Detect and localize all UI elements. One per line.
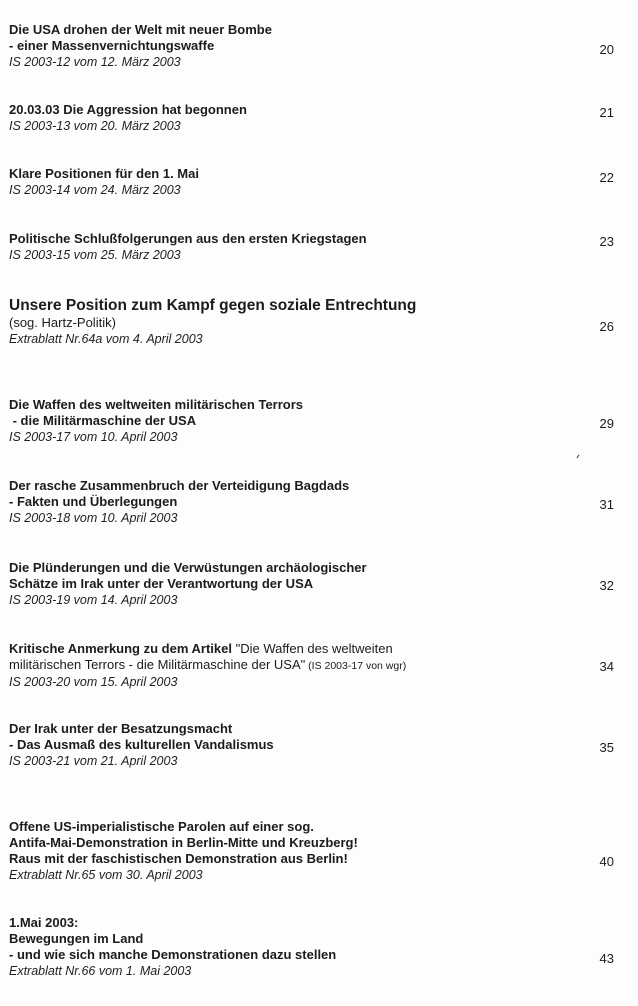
entry-title-line: - Fakten und Überlegungen (9, 494, 178, 509)
entry-source: IS 2003-13 vom 20. März 2003 (9, 119, 181, 133)
toc-entry (9, 641, 569, 690)
entry-page-number: 23 (599, 234, 614, 249)
entry-page-number: 21 (599, 105, 614, 120)
toc-entry (9, 819, 569, 883)
entry-source: IS 2003-15 vom 25. März 2003 (9, 248, 181, 262)
toc-entry (9, 22, 569, 70)
entry-page-number: 29 (599, 416, 614, 431)
entry-subtitle: (sog. Hartz-Politik) (9, 315, 116, 330)
entry-title-line: Bewegungen im Land (9, 931, 144, 946)
entry-title-bold: Kritische Anmerkung zu dem Artikel (9, 641, 232, 656)
entry-source: IS 2003-19 vom 14. April 2003 (9, 593, 178, 607)
scan-speck (576, 455, 579, 459)
toc-entry (9, 166, 569, 198)
entry-source: IS 2003-18 vom 10. April 2003 (9, 511, 178, 525)
entry-source: IS 2003-12 vom 12. März 2003 (9, 55, 181, 69)
entry-title-line: - und wie sich manche Demonstrationen dazu stellen (9, 947, 337, 962)
entry-source: Extrablatt Nr.64a vom 4. April 2003 (9, 332, 203, 346)
toc-entry (9, 560, 569, 608)
entry-title-line: Klare Positionen für den 1. Mai (9, 166, 199, 181)
entry-page-number: 40 (599, 854, 614, 869)
entry-title-line: Offene US-imperialistische Parolen auf einer sog. (9, 819, 314, 834)
entry-title-line: Der Irak unter der Besatzungsmacht (9, 721, 233, 736)
entry-title-quote-cont: militärischen Terrors - die Militärmaschine der USA" (9, 657, 306, 672)
entry-page-number: 31 (599, 497, 614, 512)
entry-title-line: Die Plünderungen und die Verwüstungen archäologischer (9, 560, 367, 575)
entry-page-number: 26 (599, 319, 614, 334)
entry-page-number: 35 (599, 740, 614, 755)
entry-title-line: Die USA drohen der Welt mit neuer Bombe (9, 22, 272, 37)
toc-entry (9, 478, 569, 526)
toc-entry (9, 296, 569, 347)
entry-source: IS 2003-17 vom 10. April 2003 (9, 430, 178, 444)
entry-title-line: Antifa-Mai-Demonstration in Berlin-Mitte und Kreuzberg! (9, 835, 358, 850)
entry-title-line: - die Militärmaschine der USA (9, 413, 197, 428)
entry-source: IS 2003-14 vom 24. März 2003 (9, 183, 181, 197)
entry-page-number: 22 (599, 170, 614, 185)
entry-title-line: - einer Massenvernichtungswaffe (9, 38, 215, 53)
toc-entry (9, 231, 569, 263)
entry-title-line (9, 641, 569, 657)
entry-source: IS 2003-21 vom 21. April 2003 (9, 754, 178, 768)
entry-title-line (9, 657, 569, 674)
entry-page-number: 32 (599, 578, 614, 593)
entry-title-line: Die Waffen des weltweiten militärischen Terrors (9, 397, 304, 412)
entry-page-number: 20 (599, 42, 614, 57)
entry-title-line: Unsere Position zum Kampf gegen soziale Entrechtung (9, 297, 417, 314)
entry-title-quote: "Die Waffen des weltweiten (231, 641, 393, 656)
entry-title-line: 1.Mai 2003: (9, 915, 79, 930)
entry-title-line: 20.03.03 Die Aggression hat begonnen (9, 102, 247, 117)
entry-title-line: Politische Schlußfolgerungen aus den ersten Kriegstagen (9, 231, 367, 246)
entry-source: Extrablatt Nr.66 vom 1. Mai 2003 (9, 964, 192, 978)
entry-source: IS 2003-20 vom 15. April 2003 (9, 675, 178, 689)
entry-page-number: 43 (599, 951, 614, 966)
toc-entry (9, 915, 569, 979)
entry-title-line: - Das Ausmaß des kulturellen Vandalismus (9, 737, 274, 752)
entry-title-note: (IS 2003-17 von wgr) (305, 660, 407, 672)
toc-entry (9, 397, 569, 445)
entry-title-line: Der rasche Zusammenbruch der Verteidigung Bagdads (9, 478, 350, 493)
entry-page-number: 34 (599, 659, 614, 674)
entry-title-line: Raus mit der faschistischen Demonstration aus Berlin! (9, 851, 348, 866)
entry-source: Extrablatt Nr.65 vom 30. April 2003 (9, 868, 203, 882)
toc-entry (9, 721, 569, 769)
entry-title-line: Schätze im Irak unter der Verantwortung der USA (9, 576, 314, 591)
toc-entry (9, 102, 569, 134)
